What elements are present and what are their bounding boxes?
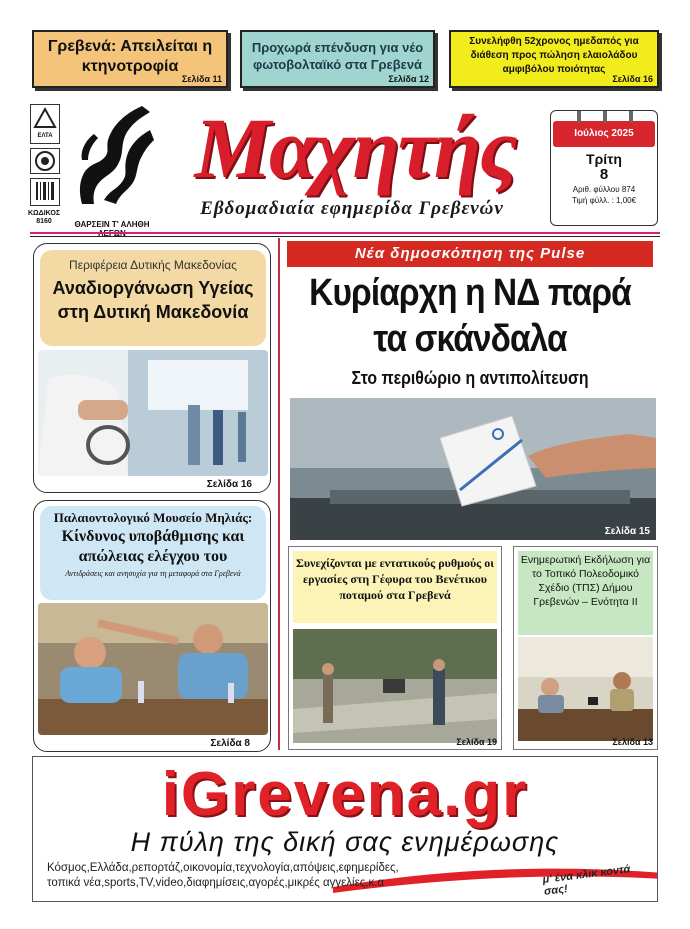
ad-topics-line: Κόσμος,Ελλάδα,ρεπορτάζ,οικονομία,τεχνολογία,απόψεις,εφημερίδες, <box>47 862 399 874</box>
lead-page: Σελίδα 15 <box>604 526 650 537</box>
code-label: ΚΩΔΙΚΟΣ <box>28 210 61 217</box>
motto: ΘΑΡΣΕΙΝ Τ' ΑΛΗΘΗ <box>74 220 150 229</box>
story-page: Σελίδα 13 <box>612 737 653 747</box>
bridge-works-photo <box>293 629 497 743</box>
story-page: Σελίδα 19 <box>456 737 497 747</box>
teaser-title: Γρεβενά: Απειλείται η κτηνοτροφία <box>47 38 213 75</box>
teaser-title: Προχωρά επένδυση για νέο φωτοβολταϊκό στα Γρεβενά <box>251 40 424 72</box>
masthead-subtitle: Εβδομαδιαία εφημερίδα Γρεβενών <box>200 198 504 219</box>
elta-label: ΕΛΤΑ <box>37 133 53 139</box>
teaser-title: Συνελήφθη 52χρονος ημεδαπός για διάθεση προς πώληση ελαιολάδου αμφιβόλου ποιότητας <box>469 36 639 75</box>
story-header <box>40 506 266 600</box>
issue-calendar <box>550 110 658 226</box>
story-header <box>40 250 266 346</box>
lead-headline[interactable]: Κυρίαρχη η ΝΔ παρά τα σκάνδαλα <box>309 272 631 360</box>
story-headline: Αναδιοργάνωση Υγείας στη Δυτική Μακεδονία <box>52 278 254 322</box>
issue-price: Τιμή φύλλ. : 1,00€ <box>571 196 637 205</box>
ad-click-tagline: μ' ένα κλικ κοντά σας! <box>541 863 631 898</box>
ad-topics-line: τοπικά νέα,sports,TV,video,διαφημίσεις,αγορές,μικρές αγγελίες,κ.α <box>47 877 385 889</box>
story-region: Περιφέρεια Δυτικής Μακεδονίας <box>69 258 237 272</box>
story-subhead: Αντιδράσεις και ανησυχία για τη μεταφορά στα Γρεβενά <box>65 569 241 578</box>
hospital-photo <box>38 350 268 476</box>
ballot-photo <box>290 398 656 540</box>
story-event[interactable] <box>513 546 658 750</box>
elta-badges <box>30 104 60 206</box>
ad-slogan: Η πύλη της δική σας ενημέρωσης <box>130 827 560 857</box>
story-headline: Κίνδυνος υποβάθμισης και απώλειας ελέγχου του <box>61 528 245 565</box>
issue-day: 8 <box>599 166 609 183</box>
code-value: 8160 <box>36 218 52 225</box>
story-page: Σελίδα 8 <box>210 738 250 749</box>
header-rule <box>30 232 660 234</box>
story-headline: Συνεχίζονται με εντατικούς ρυθμούς οι εργασίες στη Γέφυρα του Βενέτικου ποταμού στα Γρεβενά <box>293 551 497 623</box>
ad-brand: iGrevena.gr <box>161 760 529 829</box>
igrevena-ad[interactable] <box>32 756 658 902</box>
header-rule-thin <box>30 236 660 237</box>
story-bridge[interactable] <box>288 546 502 750</box>
elta-logo-icon <box>30 104 60 144</box>
council-meeting-photo <box>38 603 268 735</box>
story-headline: Ενημερωτική Εκδήλωση για το Τοπικό Πολεοδομικό Σχέδιο (ΤΠΣ) Δήμου Γρεβενών – Ενότητα ΙΙ <box>518 551 653 635</box>
newspaper-logo <box>64 100 156 218</box>
issue-month: Ιούλιος 2025 <box>553 121 655 147</box>
faces-logo-icon <box>64 100 156 218</box>
masthead-title: Μαχητής <box>194 100 516 196</box>
teaser-livestock[interactable] <box>32 30 228 88</box>
postal-seal-icon <box>30 148 60 174</box>
column-divider <box>278 238 280 750</box>
postal-code <box>28 210 60 226</box>
story-health[interactable] <box>33 243 271 493</box>
teaser-photovoltaic[interactable] <box>240 30 435 88</box>
barcode-icon <box>30 178 60 206</box>
teaser-page: Σελίδα 16 <box>612 74 653 84</box>
story-museum[interactable] <box>33 500 271 752</box>
teaser-page: Σελίδα 12 <box>388 74 429 84</box>
event-photo <box>518 637 653 741</box>
teaser-page: Σελίδα 11 <box>181 74 222 84</box>
story-page: Σελίδα 16 <box>206 479 252 490</box>
issue-number: Αριθ. φύλλου 874 <box>572 185 636 194</box>
issue-weekday: Τρίτη <box>586 151 622 167</box>
lead-banner: Νέα δημοσκόπηση της Pulse <box>287 241 653 267</box>
ad-topics <box>47 861 567 891</box>
lead-subhead: Στο περιθώριο η αντιπολίτευση <box>351 368 589 388</box>
story-kicker: Παλαιοντολογικό Μουσείο Μηλιάς: <box>53 510 253 525</box>
teaser-arrest[interactable] <box>449 30 659 88</box>
